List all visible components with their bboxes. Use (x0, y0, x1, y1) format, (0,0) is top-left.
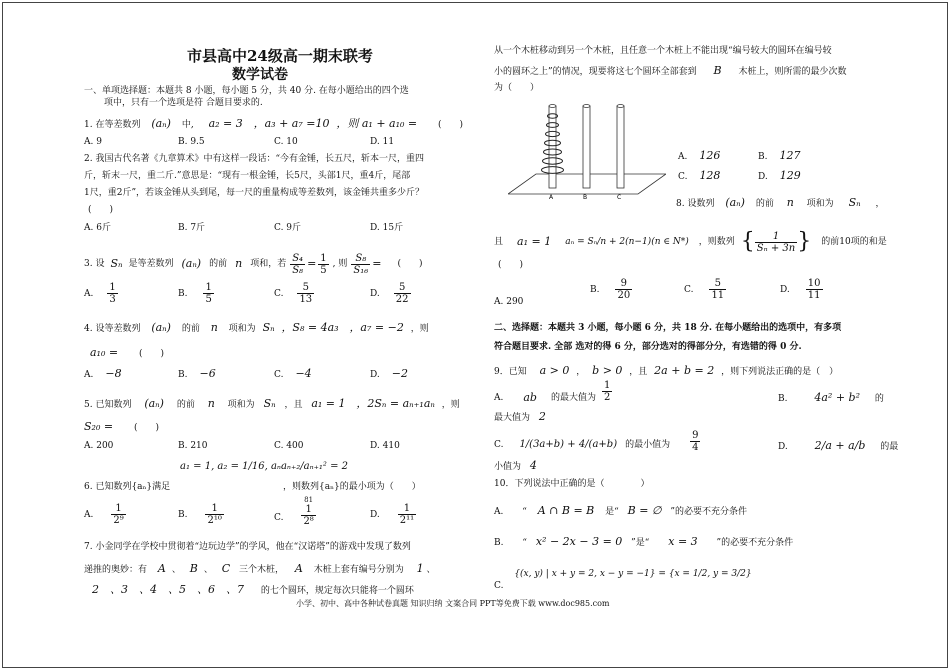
peg-label-c: C (617, 194, 622, 200)
q1-text: 1. 在等差数列 (aₙ) 中, a₂ = 3 ，a₃ + a₇ =10 ，则 a₁ + a₁₀ = ( ) (84, 117, 464, 130)
q2-option-a[interactable]: A. 6斤 (84, 223, 111, 233)
q10-option-a[interactable]: A. “ A ∩ B = B 是“ B = ∅ ”的必要不充分条件 (494, 504, 747, 517)
q8-bracket: ( ) (498, 260, 524, 270)
q10-option-c[interactable]: C. {(x, y) | x + y = 2, x − y = −1} = {x = 1/2, y = 3/2} (494, 569, 752, 591)
q4-option-d[interactable]: D. −2 (370, 367, 408, 380)
q3-option-c[interactable]: C. $\frac{5}{13}$ (274, 282, 313, 305)
section2-heading: 二、选择题：本题共 3 小题，每小题 6 分，共 18 分. 在每小题给出的选项中，有多项 (494, 323, 842, 333)
q8-fraction: $\frac{1}{\text{Sₙ + 3n}}$ (756, 230, 796, 254)
q10-text: 10．下列说法中正确的是（ ） (494, 479, 650, 489)
q1-option-b[interactable]: B. 9.5 (178, 137, 205, 147)
peg-b (583, 106, 590, 188)
q7-option-b[interactable]: B. 127 (758, 149, 801, 162)
q8-option-d[interactable]: D. $\frac{10}{11}$ (780, 278, 821, 301)
q9-option-b-cont: 最大值为 2 (494, 410, 546, 423)
q1-option-c[interactable]: C. 10 (274, 137, 298, 147)
q8-line2: 且 a₁ = 1 aₙ = Sₙ/n + 2(n−1)(n ∈ N*) ，则数列 { $\frac{1}{\text{Sₙ + 3n}}$ } 的前10项的和是 (494, 229, 887, 254)
q2-line1: 2. 我国古代名著《九章算术》中有这样一段话：“今有金锤，长五尺，斩本一尺，重四 (84, 154, 425, 164)
q7-option-a[interactable]: A. 126 (678, 149, 721, 162)
q3-fraction-s4-s8: $\frac{\text{S₄}}{\text{S₈}}$ (292, 252, 304, 276)
q2-line4: ( ) (88, 205, 114, 215)
q6-option-d[interactable]: D. $\frac{1}{\text{2¹¹}}$ (370, 503, 415, 526)
q2-option-c[interactable]: C. 9斤 (274, 223, 302, 233)
q9-option-d[interactable]: D. 2/a + a/b 的最 (778, 439, 899, 452)
section1-heading-line2: 项中，只有一个选项是符 合题目要求的. (104, 98, 263, 108)
q1-option-a[interactable]: A. 9 (84, 137, 102, 147)
exam-title: 市县高中24级高一期末联考 (187, 47, 373, 65)
q9-option-b[interactable]: B. 4a² + b² 的 (778, 391, 884, 404)
q9-option-d-cont: 小值为 4 (494, 459, 537, 472)
q6-text: 6. 已知数列{aₙ}满足 ，则数列{aₙ}的最小项为（ ） (84, 482, 421, 492)
q6-option-b[interactable]: B. $\frac{1}{\text{2¹⁰}}$ (178, 503, 222, 526)
q2-line3: 1尺，重2斤”，若该金锤从头到尾，每一尺的重量构成等差数列，该金锤共重多少斤？ (84, 188, 425, 198)
q9-option-c[interactable]: C. 1/(3a+b) + 4/(a+b) 的最小值为 $\frac{9}{4}$ (494, 429, 699, 453)
q4-line2: a₁₀ = ( ) (90, 346, 164, 359)
peg-c (617, 106, 624, 188)
q4-option-b[interactable]: B. −6 (178, 367, 216, 380)
q9-text: 9．已知 a > 0 ， b > 0 ，且 2a + b = 2 ，则下列说法正确的是（ ） (494, 364, 839, 377)
q4-option-c[interactable]: C. −4 (274, 367, 312, 380)
q7-cont-line2: 小的圆环之上”的情况，现要将这七个圆环全部套到 B 木桩上，则所需的最少次数 (494, 64, 847, 77)
q3-option-d[interactable]: D. $\frac{5}{22}$ (370, 282, 409, 305)
q5-text: 5. 已知数列 (aₙ) 的前 n 项和为 Sₙ ，且 a₁ = 1 ，2Sₙ = aₙ₊₁aₙ ，则 (84, 397, 460, 410)
q3-option-a[interactable]: A. $\frac{1}{3}$ (84, 282, 116, 305)
hanoi-tower-figure (508, 100, 666, 200)
q7-cont-line3: 为（ ） (494, 83, 540, 93)
q8-option-c[interactable]: C. $\frac{5}{11}$ (684, 278, 725, 301)
q5-option-d[interactable]: D. 410 (370, 441, 400, 451)
peg-label-a: A (549, 194, 554, 200)
q6-condition: a₁ = 1, a₂ = 1/16, aₙaₙ₊₂/aₙ₊₁² = 2 (180, 461, 349, 472)
q5-option-c[interactable]: C. 400 (274, 441, 304, 451)
q6-option-c[interactable]: C. 81 1 2⁸ (274, 496, 314, 527)
exam-subtitle: 数学试卷 (232, 67, 288, 83)
q2-line2: 斤，斩末一尺，重二斤.”意思是：“现有一根金锤，长5尺，头部1尺，重4斤，尾部 (84, 171, 411, 181)
q5-option-b[interactable]: B. 210 (178, 441, 208, 451)
q3-text: 3. 设 Sₙ 是等差数列 (aₙ) 的前 n 项和，若 $\frac{\text{S₄}}{\text{S₈}}$ = $\frac{1}{5}$ , 则 $\frac{\text{S₈}}{\text{S₁₆}}$ = ( ) (84, 252, 423, 276)
q5-line2: S₂₀ = ( ) (84, 420, 159, 433)
q10-option-b[interactable]: B. “ x² − 2x − 3 = 0 ”是“ x = 3 ”的必要不充分条件 (494, 535, 794, 548)
section1-heading: 一、单项选择题：本题共 8 小题，每小题 5 分，共 40 分. 在每小题给出的四个选 (84, 86, 409, 96)
q7-option-c[interactable]: C. 128 (678, 169, 721, 182)
section2-heading-line2: 符合题目要求. 全部 选对的得 6 分，部分选对的得部分分，有选错的得 0 分. (494, 342, 802, 352)
q2-option-b[interactable]: B. 7斤 (178, 223, 206, 233)
q9-option-a[interactable]: A. ab 的最大值为 $\frac{1}{2}$ (494, 379, 611, 404)
q8-option-a[interactable]: A. 290 (494, 297, 524, 307)
q7-line2: 递推的奥妙：有 A 、 B 、 C 三个木桩， A 木桩上套有编号分别为 1 、 (84, 562, 436, 575)
q5-option-a[interactable]: A. 200 (84, 441, 114, 451)
q6-option-a[interactable]: A. $\frac{1}{\text{2⁹}}$ (84, 503, 124, 526)
q8-text: 8. 设数列 (aₙ) 的前 n 项和为 Sₙ ， (676, 196, 885, 209)
q3-fraction-s8-s16: $\frac{\text{S₈}}{\text{S₁₆}}$ (353, 252, 369, 276)
q8-option-b[interactable]: B. $\frac{9}{20}$ (590, 278, 631, 301)
q3-fraction-one-fifth: $\frac{1}{5}$ (320, 252, 327, 276)
q7-cont-line1: 从一个木桩移动到另一个木桩，且任意一个木桩上不能出现“编号较大的圆环在编号较 (494, 46, 832, 56)
q2-option-d[interactable]: D. 15斤 (370, 223, 404, 233)
q3-option-b[interactable]: B. $\frac{1}{5}$ (178, 282, 212, 305)
q7-line3: 2 、3 、4 、5 、6 、7 的七个圆环，规定每次只能将一个圆环 (92, 583, 414, 596)
q4-option-a[interactable]: A. −8 (84, 367, 122, 380)
q7-line1: 7. 小金同学在学校中贯彻着“边玩边学”的学风，他在“汉诺塔”的游戏中发现了数列 (84, 542, 411, 552)
q4-text: 4. 设等差数列 (aₙ) 的前 n 项和为 Sₙ ，S₈ = 4a₃ ，a₇ = −2 ，则 (84, 321, 429, 334)
peg-label-b: B (583, 194, 588, 200)
q1-option-d[interactable]: D. 11 (370, 137, 395, 147)
q7-option-d[interactable]: D. 129 (758, 169, 801, 182)
footer-text: 小学、初中、高中各种试卷真题 知识归纳 文案合同 PPT等免费下载 www.doc985.com (296, 599, 610, 608)
